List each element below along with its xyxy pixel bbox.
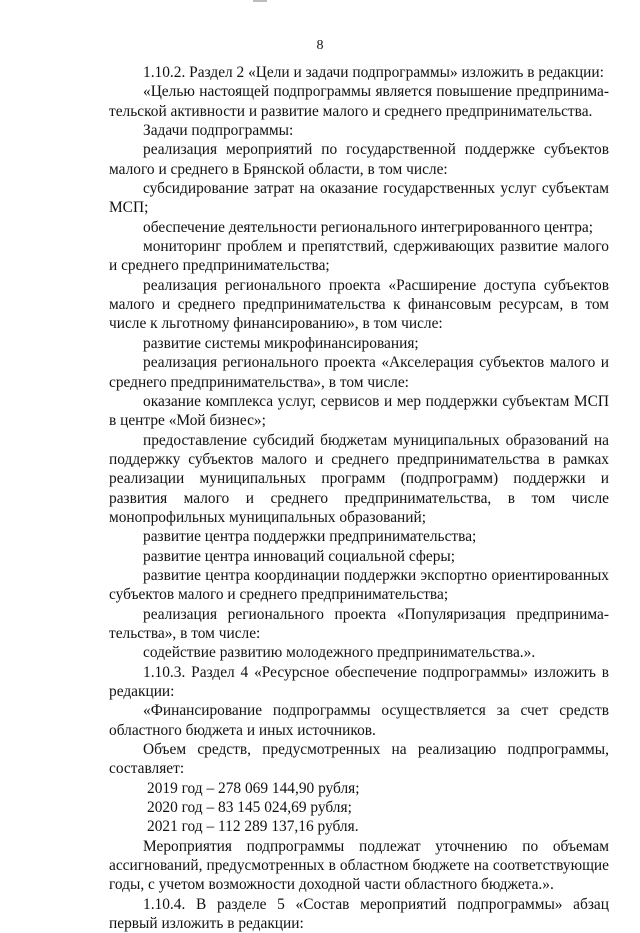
paragraph: реализация регионального проекта «Расширение доступа субъектов малого и среднего предпринимательства к финансовым ресурсам, в том числе к льготному финансированию», в том числе:	[109, 276, 609, 333]
paragraph: Объем средств, предусмотренных на реализацию подпрограммы, составляет:	[109, 741, 609, 778]
paragraph: обеспечение деятельности регионального интегрированного центра;	[143, 218, 594, 236]
budget-year-line: 2020 год – 83 145 024,69 рубля;	[147, 799, 352, 817]
paragraph: мониторинг проблем и препятствий, сдерживающих развитие малого и среднего предпринимательства;	[109, 238, 609, 275]
paragraph: развитие центра координации поддержки экспортно ориентированных субъектов малого и среднего предпринимательства;	[109, 566, 609, 604]
paragraph: реализация регионального проекта «Акселерация субъектов малого и среднего предпринимательства», в том числе:	[109, 354, 609, 391]
paragraph: Мероприятия подпрограммы подлежат уточнению по объемам ассигнований, предусмотренных в областном бюджете на соответствующие годы, с учетом возможности доходной части областного бюджета.».	[109, 837, 609, 894]
paragraph: субсидирование затрат на оказание государственных услуг субъектам МСП;	[109, 180, 609, 217]
budget-year-line: 2019 год – 278 069 144,90 рубля;	[147, 779, 360, 797]
scan-mark	[253, 0, 267, 2]
paragraph: «Целью настоящей подпрограммы является повышение предпринима-тельской активности и развитие малого и среднего предпринимательства.	[109, 83, 609, 120]
paragraph: реализация регионального проекта «Популяризация предпринима-тельства», в том числе:	[109, 605, 609, 642]
paragraph: оказание комплекса услуг, сервисов и мер поддержки субъектам МСП в центре «Мой бизнес»;	[109, 392, 609, 430]
page-number: 8	[316, 38, 324, 53]
paragraph: развитие центра поддержки предпринимательства;	[143, 528, 477, 546]
paragraph: развитие системы микрофинансирования;	[143, 334, 419, 352]
paragraph: 1.10.4. В разделе 5 «Состав мероприятий подпрограммы» абзац первый изложить в редакции:	[109, 895, 609, 933]
paragraph: содействие развитию молодежного предпринимательства.».	[143, 644, 536, 662]
budget-year-line: 2021 год – 112 289 137,16 рубля.	[147, 818, 359, 836]
paragraph: развитие центра инноваций социальной сферы;	[143, 547, 456, 565]
paragraph: 1.10.3. Раздел 4 «Ресурсное обеспечение подпрограммы» изложить в редакции:	[109, 663, 609, 700]
paragraph: предоставление субсидий бюджетам муниципальных образований на поддержку субъектов малого и среднего предпринимательства в рамках реализации муниципальных программ (подпрограмм) поддержки и развития малого и среднего предпринимательства, в том числе монопрофильных муниципальных образований;	[109, 431, 609, 526]
paragraph: «Финансирование подпрограммы осуществляется за счет средств областного бюджета и иных источников.	[109, 702, 609, 739]
paragraph: реализация мероприятий по государственной поддержке субъектов малого и среднего в Брянской области, в том числе:	[109, 141, 609, 178]
document-body	[109, 63, 609, 933]
paragraph: Задачи подпрограммы:	[143, 122, 294, 140]
paragraph: 1.10.2. Раздел 2 «Цели и задачи подпрограммы» изложить в редакции:	[143, 64, 604, 81]
